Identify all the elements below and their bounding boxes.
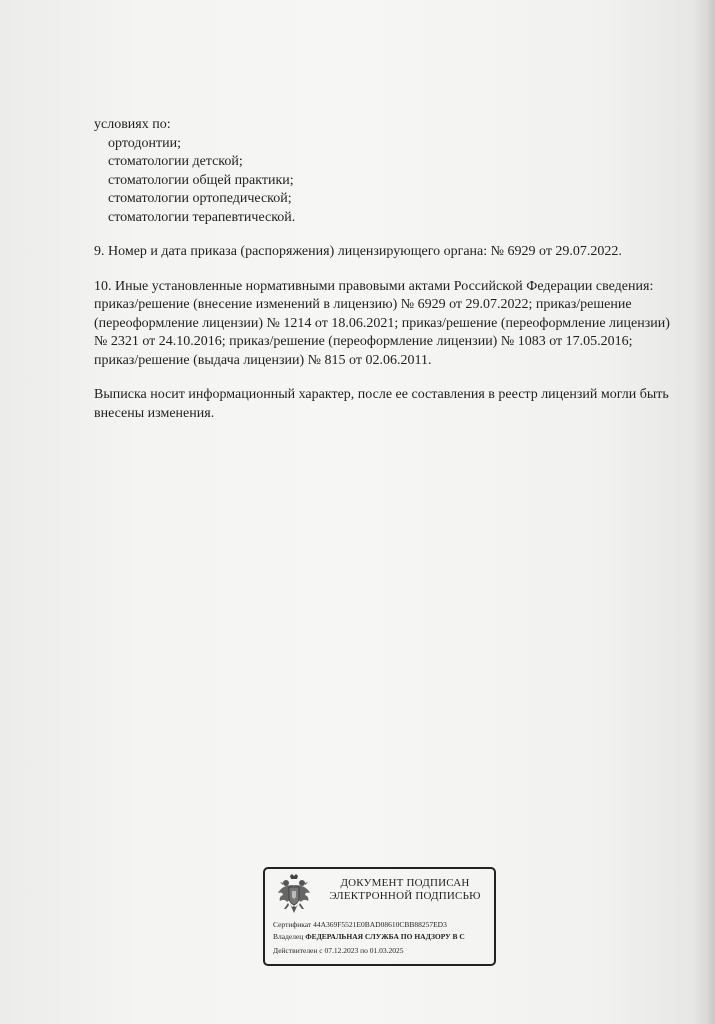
certificate-value: 44A369F5521E0BAD08610CBB88257ED3 xyxy=(313,920,447,929)
spacer xyxy=(94,370,674,386)
item-10-line: 10. Иные установленные нормативными правовыми актами Российской Федерации сведения: xyxy=(94,278,654,294)
spacer xyxy=(94,227,674,243)
stamp-title-line-1: ДОКУМЕНТ ПОДПИСАН xyxy=(340,877,470,889)
list-intro: условиях по: xyxy=(94,117,171,132)
validity-row: Действителен с 07.12.2023 по 01.03.2025 xyxy=(273,946,404,955)
owner-label: Владелец xyxy=(273,932,304,941)
document-body xyxy=(94,116,674,423)
owner-row xyxy=(273,932,465,942)
stamp-title-line-2: ЭЛЕКТРОННОЙ ПОДПИСЬЮ xyxy=(329,890,481,902)
item-10-line: № 2321 от 24.10.2016; приказ/решение (переоформление лицензии) № 1083 от 17.05.2016; xyxy=(94,334,633,349)
electronic-signature-stamp xyxy=(263,867,496,966)
coat-of-arms-icon xyxy=(275,873,313,917)
note-line: внесены изменения. xyxy=(94,405,215,421)
page-edge-shadow xyxy=(693,0,715,1024)
item-9-order-number: 9. Номер и дата приказа (распоряжения) лицензирующего органа: № 6929 от 29.07.2022. xyxy=(94,244,622,259)
item-10-line: приказ/решение (внесение изменений в лицензию) № 6929 от 29.07.2022; приказ/решение xyxy=(94,297,632,312)
service-item: ортодонтии; xyxy=(108,135,181,151)
item-10-line: приказ/решение (выдача лицензии) № 815 от 02.06.2011. xyxy=(94,352,432,368)
stamp-title xyxy=(319,877,491,903)
service-item: стоматологии терапевтической. xyxy=(108,209,296,225)
certificate-label: Сертификат xyxy=(273,920,312,929)
certificate-row xyxy=(273,920,447,930)
service-item: стоматологии детской; xyxy=(108,154,243,169)
spacer xyxy=(94,262,674,278)
service-item: стоматологии ортопедической; xyxy=(108,191,292,206)
owner-value: ФЕДЕРАЛЬНАЯ СЛУЖБА ПО НАДЗОРУ В С xyxy=(305,932,465,941)
service-item: стоматологии общей практики; xyxy=(108,172,294,188)
item-10-line: (переоформление лицензии) № 1214 от 18.06.2021; приказ/решение (переоформление лицензии) xyxy=(94,315,670,331)
note-line: Выписка носит информационный характер, после ее составления в реестр лицензий могли быть xyxy=(94,387,669,402)
